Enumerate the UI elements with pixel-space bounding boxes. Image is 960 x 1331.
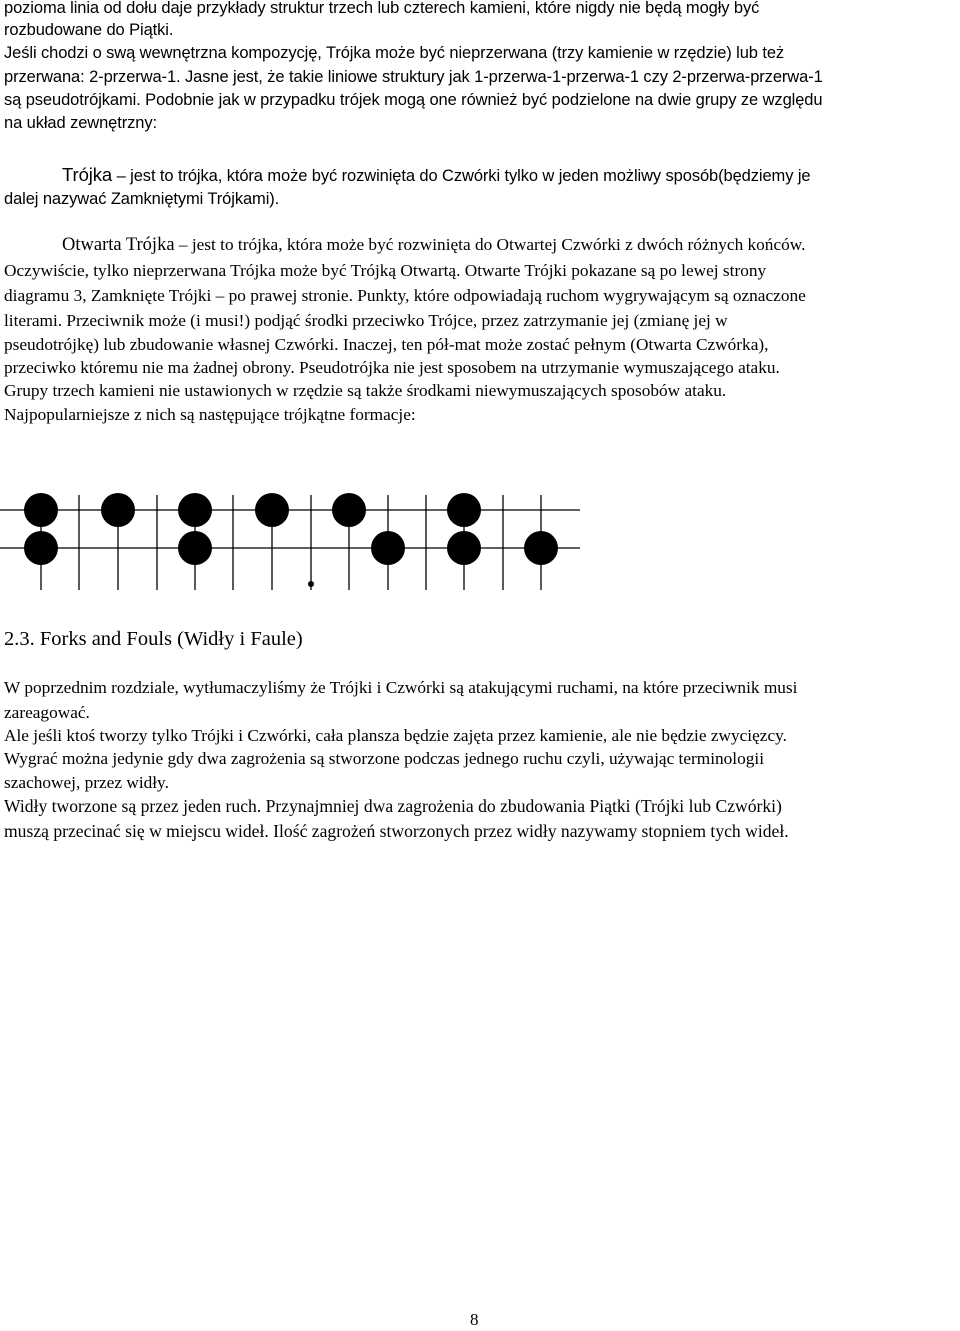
text-line: szachowej, przez widły. bbox=[4, 773, 169, 792]
black-stone bbox=[371, 531, 405, 565]
term-otwarta-trojka: Otwarta Trójka bbox=[62, 235, 175, 255]
text-line: pseudotrójkę) lub zbudowanie własnej Czwórki. Inaczej, ten pół-mat może zostać pełnym (Otwarta Czwórka), bbox=[4, 335, 769, 354]
text-line: przerwana: 2-przerwa-1. Jasne jest, że takie liniowe struktury jak 1-przerwa-1-przerwa-1 czy 2-przerwa-przerwa-1 bbox=[4, 68, 823, 86]
text-line: muszą przecinać się w miejscu wideł. Ilość zagrożeń stworzonych przez widły nazywamy stopniem tych wideł. bbox=[4, 821, 789, 841]
text-line: na układ zewnętrzny: bbox=[4, 114, 158, 132]
text-line: literami. Przeciwnik może (i musi!) podjąć środki przeciwko Trójce, przez zatrzymanie jej (zmianę jej w bbox=[4, 311, 728, 330]
definition-trojka bbox=[62, 164, 960, 187]
text-line: są pseudotrójkami. Podobnie jak w przypadku trójek mogą one również być podzielone na dwie grupy ze względu bbox=[4, 91, 823, 109]
text-line: pozioma linia od dołu daje przykłady struktur trzech lub czterech kamieni, które nigdy nie będą mogły być bbox=[4, 0, 760, 17]
black-stone bbox=[255, 493, 289, 527]
text-line: Grupy trzech kamieni nie ustawionych w rzędzie są także środkami niewymuszających sposobów ataku. bbox=[4, 381, 727, 400]
gomoku-diagram bbox=[0, 470, 960, 590]
text-line: diagramu 3, Zamknięte Trójki – po prawej stronie. Punkty, które odpowiadają ruchom wygrywającym są oznaczone bbox=[4, 286, 806, 305]
text-line: dalej nazywać Zamkniętymi Trójkami). bbox=[4, 190, 280, 208]
text-line: Oczywiście, tylko nieprzerwana Trójka może być Trójką Otwartą. Otwarte Trójki pokazane są po lewej strony bbox=[4, 261, 767, 280]
black-stone bbox=[24, 493, 58, 527]
black-stones bbox=[24, 493, 558, 587]
term-trojka: Trójka bbox=[62, 164, 113, 185]
text-line: Wygrać można jedynie gdy dwa zagrożenia są stworzone podczas jednego ruchu czyli, używając terminologii bbox=[4, 749, 764, 768]
text-line: zareagować. bbox=[4, 703, 90, 722]
black-stone bbox=[101, 493, 135, 527]
black-stone bbox=[447, 531, 481, 565]
text-line: Najpopularniejsze z nich są następujące trójkątne formacje: bbox=[4, 405, 416, 424]
marked-point bbox=[308, 581, 314, 587]
definition-trojka-text: – jest to trójka, która może być rozwinięta do Czwórki tylko w jeden możliwy sposób(będziemy je bbox=[112, 167, 811, 185]
text-line: Jeśli chodzi o swą wewnętrzna kompozycję, Trójka może być nieprzerwana (trzy kamienie w rzędzie) lub też bbox=[4, 44, 785, 62]
board-grid bbox=[0, 495, 580, 590]
text-line: rozbudowane do Piątki. bbox=[4, 21, 174, 39]
text-line: Widły tworzone są przez jeden ruch. Przynajmniej dwa zagrożenia do zbudowania Piątki (Trójki lub Czwórki) bbox=[4, 796, 782, 816]
page-number: 8 bbox=[470, 1310, 479, 1329]
black-stone bbox=[178, 493, 212, 527]
definition-otwarta-trojka bbox=[62, 234, 960, 256]
black-stone bbox=[332, 493, 366, 527]
text-line: Ale jeśli ktoś tworzy tylko Trójki i Czwórki, cała plansza będzie zajęta przez kamienie, ale nie będzie zwycięzcy. bbox=[4, 726, 787, 745]
text-line: W poprzednim rozdziale, wytłumaczyliśmy że Trójki i Czwórki są atakującymi ruchami, na które przeciwnik musi bbox=[4, 678, 798, 697]
black-stone bbox=[524, 531, 558, 565]
black-stone bbox=[178, 531, 212, 565]
text-line: przeciwko któremu nie ma żadnej obrony. Pseudotrójka nie jest sposobem na utrzymanie wymuszającego ataku. bbox=[4, 358, 780, 377]
section-heading: 2.3. Forks and Fouls (Widły i Faule) bbox=[4, 628, 303, 650]
definition-otwarta-text: – jest to trójka, która może być rozwinięta do Otwartej Czwórki z dwóch różnych końców. bbox=[174, 235, 806, 254]
black-stone bbox=[24, 531, 58, 565]
black-stone bbox=[447, 493, 481, 527]
